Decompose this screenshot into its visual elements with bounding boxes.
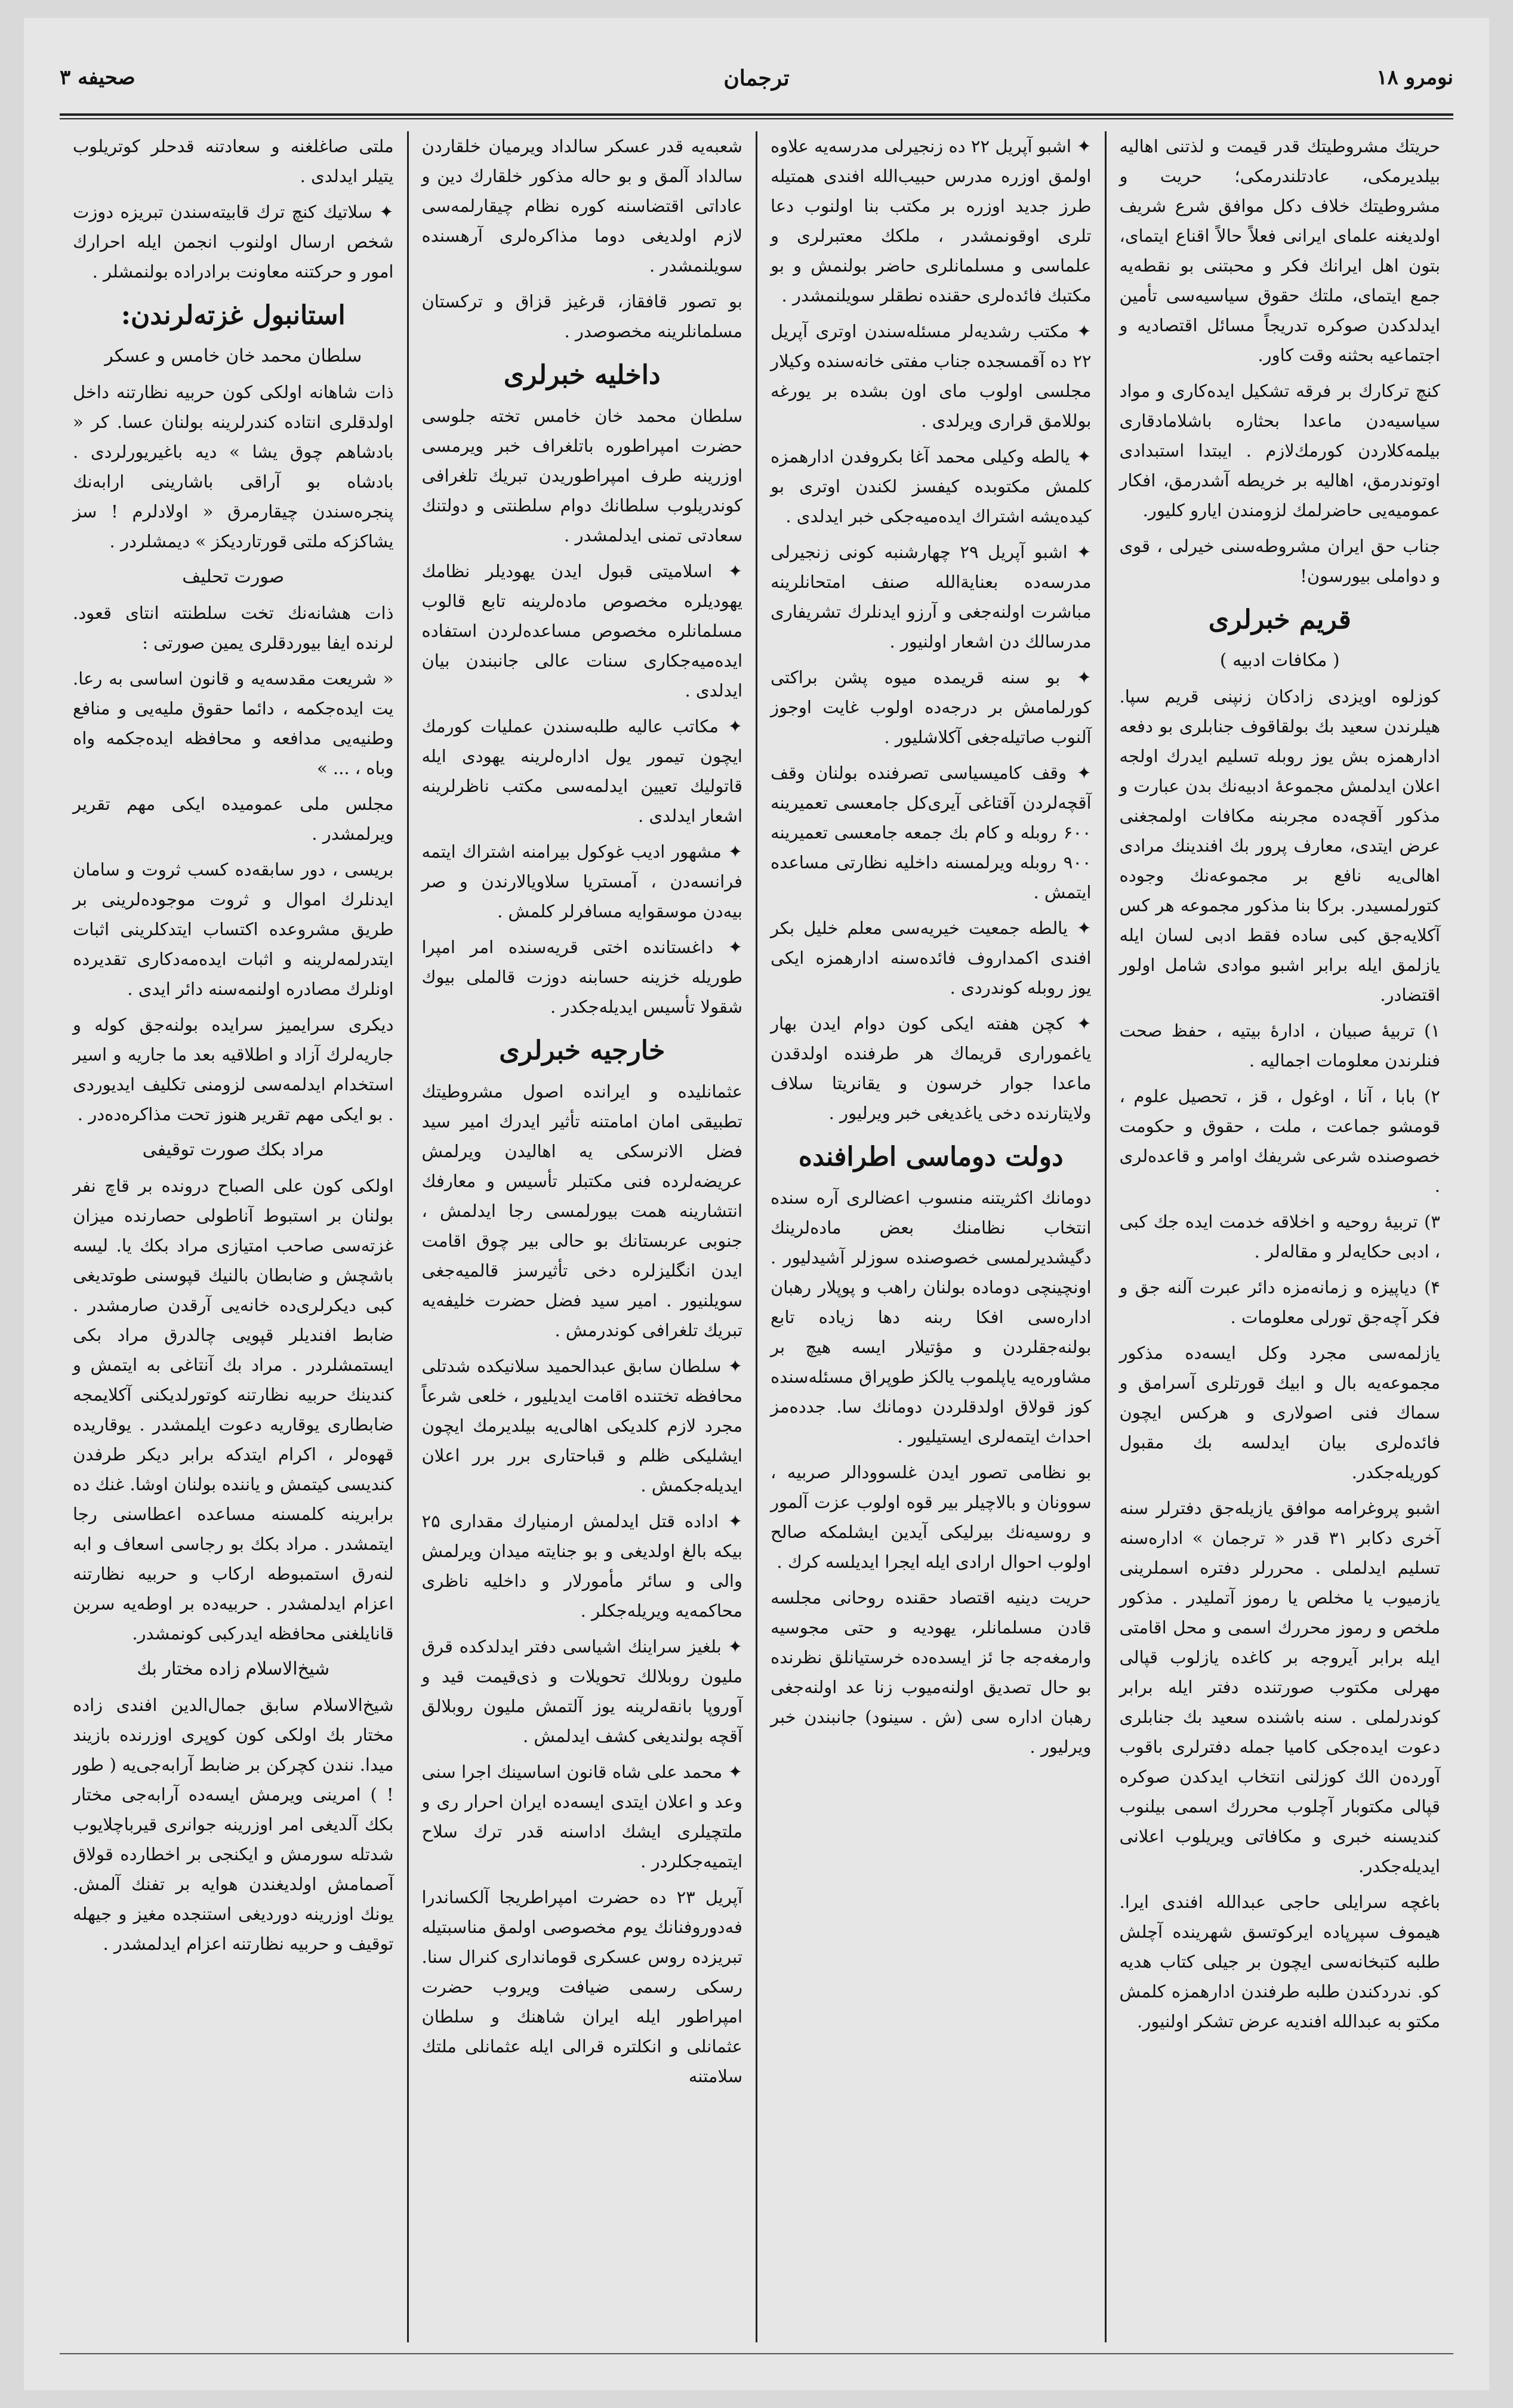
article-paragraph: ذات هشانه‌نك تخت سلطنته انتای قعود. لرنده ایفا بیوردقلری یمین صورتی : [73, 603, 394, 653]
section-headline: استانبول غزته‌لرندن: [121, 300, 346, 331]
article-paragraph: ۲) بابا ، آنا ، اوغول ، قز ، تحصیل علوم ، قومشو جماعت ، ملت ، حقوق و حكومت خصوصنده شرعی شریفك اوامر و قاعده‌لری . [1119, 1086, 1440, 1196]
bottom-rule [60, 2353, 1453, 2354]
article-paragraph: یازلمه‌سی مجرد وكل ایسه‌ده مذكور مجموعه‌یه بال و ابیك قورتلری آسرامق و سماك فنی اصولاری و هركس ایچون فائده‌لری بیان ایدلسه بك مقبول كوریله‌جكدر. [1119, 1343, 1440, 1482]
article-paragraph: بریسی ، دور سابقه‌ده كسب ثروت و سامان ایدنلرك اموال و ثروت موجوده‌لرینی بر طریق مشروعده اكتساب ایتدكلرینی اثبات ایتدرلمه‌لرینه و اثبات ایده‌مه‌دكاری تقدیرده اونلرك مصادره اولنمه‌سنه دائر ایدی . [73, 859, 394, 999]
article-paragraph: اشبو پروغرامه موافق یازیله‌جق دفترلر سنه آخری دكابر ۳۱ قدر « ترجمان » اداره‌سنه تسلیم ایدلملی . محررلر دفتره اسملرینی یازمیوب یا مخلص یا رموز آتملیدر . مذكور ملخص و رموز محررك اسمی و محل اقامتی ایله برابر آیروجه بر كاغده یازلوب قپالی مهرلی مكتوب صورتنده دفتر ایله برابر كوندرلملی . سنه باشنده سعید بك جنابلری دعوت ایده‌جكی كامیا جمله دفترلری باقوب آورده‌ن الك كوزلنی انتخاب ایدكدن صوكره قپالی مكتوبار آچلوب محررك اسمی بیلنوب كندیسنه خبری و مكافاتی ویریلوب اعلانی ایدیله‌جكدر. [1119, 1498, 1440, 1876]
article-paragraph: دیكری سرایمیز سرایده بولنه‌جق كوله و جاریه‌لرك آزاد و اطلاقیه بعد ما جاریه و اسیر استخدام ایدلمه‌سی لزومنی تكلیف ایدیوردی . بو ایكی مهم تقریر هنوز تحت مذاكره‌ده‌در . [73, 1015, 394, 1124]
article-paragraph: ✦ یالطه وكیلی محمد آغا بكروفدن ادارهمزه كلمش مكتوبده كیفسز لكندن اوتری بو كیده‌یشه اشتراك ایده‌میه‌جكی خبر ایدلدی . [771, 446, 1092, 526]
article-paragraph: « شریعت مقدسه‌یه و قانون اساسی به رعا. یت ایده‌جكمه ، دائما حقوق ملیه‌یی و منافع وطنیه‌یی مدافعه و محافظه ایده‌جكمه واه وباه ، ... » [73, 668, 394, 778]
masthead-rule-thin [60, 118, 1453, 119]
masthead-rule [60, 113, 1453, 116]
article-paragraph: ✦ بلغیز سراینك اشیاسی دفتر ایدلدكده قرق ملیون روبلالك تحویلات و ذی‌قیمت قید و آوروپا بانقه‌لرینه یوز آلتمش ملیون روبلالق آقچه بولندیغی كشف ایدلمش . [421, 1636, 742, 1746]
article-paragraph: ۳) تربیهٔ روحیه و اخلاقه خدمت ایده جك كبی ، ادبی حكایه‌لر و مقاله‌لر . [1119, 1211, 1440, 1262]
article-paragraph: ✦ اشبو آپریل ۲۹ چهارشنبه كونی زنجیرلی مدرسه‌ده بعنایة‌الله صنف امتحانلرینه مباشرت اولنه‌جغی و آرزو ایدنلرك تشریفاری مدرسالك دن اشعار اولنیور . [771, 542, 1092, 652]
masthead [60, 66, 1453, 107]
article-paragraph: كوزلوه اویزدی زادكان زنپنی قریم سپا. هیلرندن سعید بك بولقاقوف جنابلری بو دفعه ادارهمزه بش یوز روبله تسلیم ایدرك اولجه اعلان ایدلمش مجموعهٔ ادبیه‌نك بدن عبارت و مذكور آقچه‌ده مجربنه مكافات اولمجغنی عرض ایتدی، معارف پرور بك افندینك مرادی اهالی‌یه نافع بر مجموعه‌نك وجوده كتورلمسیدر. بركا بنا مذكور مجموعه هر كس آكلایه‌جق كبی ساده فقط ادبی لسان ایله یازلمق ایله برابر اشبو موادی شامل اولور اقتضادر. [1119, 686, 1440, 1005]
section-headline: خارجیه خبرلری [499, 1035, 665, 1066]
article-paragraph: ✦ بو سنه قریمده میوه پشن براكتی كورلمامش بر درجه‌ده اولوب غایت اوجوز آلنوب صاتیله‌جغی آكلاشلیور . [771, 667, 1092, 747]
article-paragraph: ۱) تربیهٔ صبیان ، ادارهٔ بیتیه ، حفظ صحت فنلرندن معلومات اجمالیه . [1119, 1020, 1440, 1071]
article-subheading: ( مكافات ادبیه ) [1219, 650, 1340, 671]
section-headline: داخلیه خبرلری [503, 360, 661, 390]
article-subheading: شیخ‌الاسلام زاده مختار بك [137, 1658, 330, 1679]
article-paragraph: ✦ اسلامیتی قبول ایدن یهودیلر نظامك یهودیلره مخصوص ماده‌لرینه تابع قالوب مسلمانلره مخصوص مساعده‌لردن استفاده ایده‌میه‌جكاری سنات عالی جانبندن بیان ایدلدی . [421, 561, 742, 701]
article-paragraph: سلطان محمد خان خامس تخته جلوسی حضرت امپراطوره باتلغراف خبر ویرمسی اوزرینه طرف امپراطوریدن تبریك تلغرافی كوندریلوب سلطانك دوام سلطنتی و دولتنك سعادتی تمنی ایدلمشدر . [421, 406, 742, 545]
article-paragraph: شیخ‌الاسلام سابق جمال‌الدین افندی زاده مختار بك اولكی كون كوپری اوزرنده بازیند میدا. نندن كچركن بر ضابط آرابه‌جی‌یه ( طور ! ) امرینی ویرمش ایسه‌ده آرابه‌جی مختار بكك آلدیغی امر اوزرینه جوانری قیرباچلایوب شدتله سورمش و ایكنجی بر اخطارده قولاق آصمامش اولدیغندن هوایه بر تفنك آلمش. یونك اوزرینه دوردیغی استنجده مغیز و جیهله توقیف و حربیه نظارتنه اعزام ایدلمشدر . [73, 1695, 394, 1954]
article-paragraph: عثمانلیده و ایرانده اصول مشروطیتك تطبیقی امان امامتنه تأثیر ایدرك امیر سید فضل الانرسكی یه اهالیدن ویرلمش عریضه‌لرده فنی مكتبلر تأسیس و معارفك انتشارینه همت بیورلمسی رجا ایدلمش ، جنوبی عربستانك بو حالی بیر چوق اقامت ایدن انگلیزلره دخی تأثیرسز قالمیه‌جغی سویلنیور . امیر سید فضل حضرت خلیفه‌یه تبریك تلغرافی كوندرمش . [421, 1081, 742, 1340]
article-paragraph: باغچه سرایلی حاجی عبدالله افندی ایرا. هیموف سپرپاده ایركوتسق شهرینده آچلش طلبه كتبخانه‌سی ایچون بر جیلی كتاب هدیه كو. ندردكندن طلبه طرفندن ادارهمزه كلمش مكتو به عبدالله افندیه عرض تشكر اولنیور. [1119, 1892, 1440, 2031]
article-paragraph: مجلس ملی عمومیده ایكی مهم تقریر ویرلمشدر . [73, 794, 394, 844]
article-paragraph: ✦ وقف كامیسیاسی تصرفنده بولنان وقف آقچه‌لردن آقتاغی آیری‌كل جامعسی تعمیرینه ۶۰۰ روبله و كام بك جمعه جامعسی تعمیرینه ۹۰۰ روبله ویرلمسنه داخلیه نظارتی مساعده ایتمش . [771, 763, 1092, 902]
article-paragraph: آپریل ۲۳ ده حضرت امپراطریجا آلكساندرا فه‌دوروفنانك یوم مخصوصی اولمق مناسبتیله تبریزده روس عسكری قومانداری كنرال سنا. رسكی رسمی ضیافت ویروب حضرت امپراطور ایله ایران شاهنك و سلطان عثمانلی و انكلتره قرالی ایله عثمانلی ملتك سلامتنه [421, 1887, 743, 2086]
page-number: صحیفه ۳ [60, 66, 135, 90]
article-paragraph: اولكی كون علی الصباح درونده بر قاچ نفر بولنان بر استبوط آناطولی حصارنده میزان غزته‌سی صاحب امتیازی مراد بكك یا. لیسه باشچش و ضابطان بالنیك قپوسنی طوتدیغی كبی دیكرلری‌ده خانه‌یی آرقدن صارمشدر . ضابط افندیلر قپویی چالدرق مراد بكی ایستمشلردر . مراد بك آنتاغی به ایتمش و كندینك حربیه نظارتنه كوتورلدیكنی آكلایمجه ضابطاری یوقاریه دعوت ایلمشدر . یوقاریده قهوه‌لر ، اكرام ایتدكه برابر دیكر طرفدن كندیسی كیتمش و یاننده بولنان اوشا. غنك ده برابرینه كلمسنه مساعده اعطاسنی رجا ایتمشدر . مراد بكك بو رجاسی اسعاف و ابه لنه‌رق استمبوطه اركاب و حربیه نظارتنه اعزام ایدلمشدر . حربیه‌ده بر اوطه‌یه سربن قانایلغنی محافظه ایدركبی كونمشدر. [73, 1176, 394, 1644]
article-paragraph: ✦ یالطه جمعیت خیریه‌سی معلم خلیل بكر افندی اكمداروف فائده‌سنه ادارهمزه ایکی یوز روبله كوندردی . [771, 918, 1092, 998]
newspaper-page [24, 18, 1489, 2390]
column-3 [407, 131, 756, 2342]
article-paragraph: ✦ مشهور ادیب غوكول بیرامنه اشتراك ایتمه فرانسه‌دن ، آمستریا سلاویالارندن و صر بیه‌دن موسقوایه مسافرلر كلمش . [421, 841, 742, 921]
article-subheading: صورت تحلیف [182, 566, 285, 587]
article-subheading: سلطان محمد خان خامس و عسكر [104, 346, 362, 366]
article-subheading: مراد بكك صورت توقیفی [142, 1139, 324, 1160]
article-paragraph: جناب حق ایران مشروطه‌سنی خیرلی ، قوی و دواملی بیورسون! [1119, 536, 1440, 586]
article-paragraph: ✦ سلاتیك كنچ ترك قابیته‌سندن تبریزه دوزت شخص ارسال اولنوب انجمن ایله احرارك امور و حركتنه معاونت برادراده بولنمشلر . [73, 202, 394, 282]
section-headline: قریم خبرلری [1208, 605, 1351, 635]
article-paragraph: حریتك مشروطیتك قدر قیمت و لذتنی اهالیه بیلدیرمكی، عادتلندرمكی؛ حریت و مشروطیتك خلاف دكل موافق شرع شریف اولدیغنه علمای ایرانی فعلاً حالاً اقناع ایتمای، بتون اهل ایرانك فكر و محبتنی بو نقطه‌یه جمع ایتمای، ملتك حقوق سیاسیه‌سی تأمین ایدلدكدن صوكره تدریجاً مسائل اقتصادیه و اجتماعیه بحثنه وقت كاور. [1119, 136, 1440, 365]
article-paragraph: ✦ مكاتب عالیه طلبه‌سندن عملیات كورمك ایچون تیمور یول اداره‌لرینه یهودی ایله قاتولیك تعیین ایدلمه‌سی مكتب ناظرلرینه اشعار ایدلدی . [421, 716, 742, 826]
article-paragraph: ✦ سلطان سابق عبدالحمید سلانیكده شدتلی محافظه تختنده اقامت ایدیلیور ، خلعی شرعاً مجرد لازم كلدیكی اهالی‌یه بیلدیرمك ایچون ایشلیكی ظلم و قباحتاری برر برر اعلان ایدیله‌جكمش . [421, 1356, 742, 1496]
column-1 [1105, 131, 1454, 2342]
article-paragraph: ✦ مكتب رشدیه‌لر مسئله‌سندن اوتری آپریل ۲۲ ده آقمسجده جناب مفتی خانه‌سنده وكیلار مجلسی اولوب مای اون بشده بر یورغه بوللامق قراری ویرلدی . [771, 321, 1092, 431]
newspaper-title: ترجمان [723, 66, 790, 91]
article-paragraph: ۴) دیاپیزه و زمانه‌مزه دائر عبرت آلنه جق و فكر آچه‌جق تورلی معلومات . [1119, 1277, 1440, 1327]
article-paragraph: كنچ تركارك بر فرقه تشكیل ایده‌كاری و مواد سیاسیه‌دن ماعدا بحثاره باشلامادقاری بیلمه‌كلاردن كورمك‌لازم . ایبتدا استبدادی اوتوندرمق، اهالیه بر خریطه آشدرمق، افكار عمومیه‌یی حاضرلمك لزومندن ایارو كلیور. [1119, 381, 1440, 520]
article-paragraph: شعبه‌یه قدر عسكر سالداد ویرمیان خلقاردن سالداد آلمق و بو حاله مذكور خلقارك دین و عاداتی اقتضاسنه كوره نظام چیقارلمه‌سی لازم اولدیغی دوما مذاكره‌لری آرهسنده سویلنمشدر . [421, 136, 742, 276]
article-paragraph: دومانك اكثریتنه منسوب اعضالری آره سنده انتخاب نظامنك بعض ماده‌لرینك دگیشدیرلمسی خصوصنده سوزلر آشیدلیور . اونچینچی دوماده بولنان راهب و پوپلار رهبان اداره‌سی افكا ربنه دها زیاده تابع بولنه‌جقلردن و مؤتیلار ایسه هیچ بر مشاوره‌یه یاپلموب یالكز طوپراق مسئله‌سنده كوز قولاق اولدقلردن دومانك سا. جدده‌مز احداث ایتمه‌لری ایستیلیور . [771, 1188, 1092, 1447]
article-paragraph: ✦ داغستانده اختی قریه‌سنده امر امپرا طوریله خزینه حسابنه دوزت قالملی بیوك شقولا تأسیس ایدیله‌جكدر . [421, 937, 742, 1017]
column-4 [60, 131, 407, 2342]
issue-number: نومرو ۱۸ [1376, 66, 1453, 90]
article-paragraph: ✦ اشبو آپریل ۲۲ ده زنجیرلی مدرسه‌یه علاوه اولمق اوزره مدرس حبیب‌الله افندی همتیله طرز جدید اوزره بر مكتب بنا اولنوب دعا تلری اوقونمشدر ، ملكك معتبرلری و علماسی و مسلمانلری حاضر بولنمش و بو مكتبك فائده‌لری حقنده نطقلر سویلنمشدر . [771, 136, 1092, 306]
article-paragraph: ذات شاهانه اولكی كون حربیه نظارتنه داخل اولدقلری انتاده كندرلرینه بولنان عسا. كر « بادشاهم چوق یشا » دیه باغیریورلردی . بادشاه بو آراقی باشارینی ارابه‌نك پنجره‌سندن چیقارمرق « اولادلرم ! سز یشاكزكه ملتی قورتاردیكز » دیمشلردر . [73, 382, 394, 551]
columns [60, 131, 1453, 2342]
article-paragraph: بو نظامی تصور ایدن غلسوودالر صربیه ، سوونان و بالاچیلر بیر قوه اولوب عزت آلمور و روسیه‌نك بیرلیكی آیدین ایشلمكه صالح اولوب احوال ارادی ایله ایجرا ایدیلسه كرك . [771, 1462, 1092, 1572]
article-paragraph: ملتی صاغلغنه و سعادتنه قدحلر كوتریلوب یتیلر ایدلدی . [73, 136, 394, 186]
article-paragraph: حریت دینیه اقتصاد حقنده روحانی مجلسه قادن مسلمانلر، یهودیه و حتی مجوسیه وارمغه‌جه جا ئز ایسده‌ده خرستیانلق نظرنده بو حال تصدیق اولنه‌میوب زنا عد اولنه‌جغی رهبان اداره سی (ش . سینود) جانبندن خبر ویرلیور . [771, 1587, 1092, 1757]
section-headline: دولت دوماسی اطرافنده [798, 1142, 1064, 1172]
article-paragraph: ✦ محمد علی شاه قانون اساسینك اجرا سنی وعد و اعلان ایتدی ایسه‌ده ایران احرار ری و ملتچیلری ایشك اداسنه قدر ترك سلاح ایتمیه‌جكلردر . [421, 1762, 742, 1871]
article-paragraph: ✦ كچن هفته ایكی كون دوام ایدن بهار یاغموراری قریماك هر طرفنده اولدقدن ماعدا جوار خرسون و یقانریتا سلاف ولایتارنده دخی یاغدیغی خبر ویرلیور . [771, 1013, 1092, 1123]
article-paragraph: ✦ اداده قتل ایدلمش ارمنیارك مقداری ۲۵ بیكه بالغ اولدیغی و بو جنایته میدان ویرلمش والی و سائر مأمورلار و داخلیه ناظری محاكمه‌یه ویریله‌جكلر . [421, 1511, 742, 1621]
article-paragraph: بو تصور قافقاز، قرغیز قزاق و تركستان مسلمانلرینه مخصوصدر . [421, 291, 742, 341]
column-2 [756, 131, 1105, 2342]
